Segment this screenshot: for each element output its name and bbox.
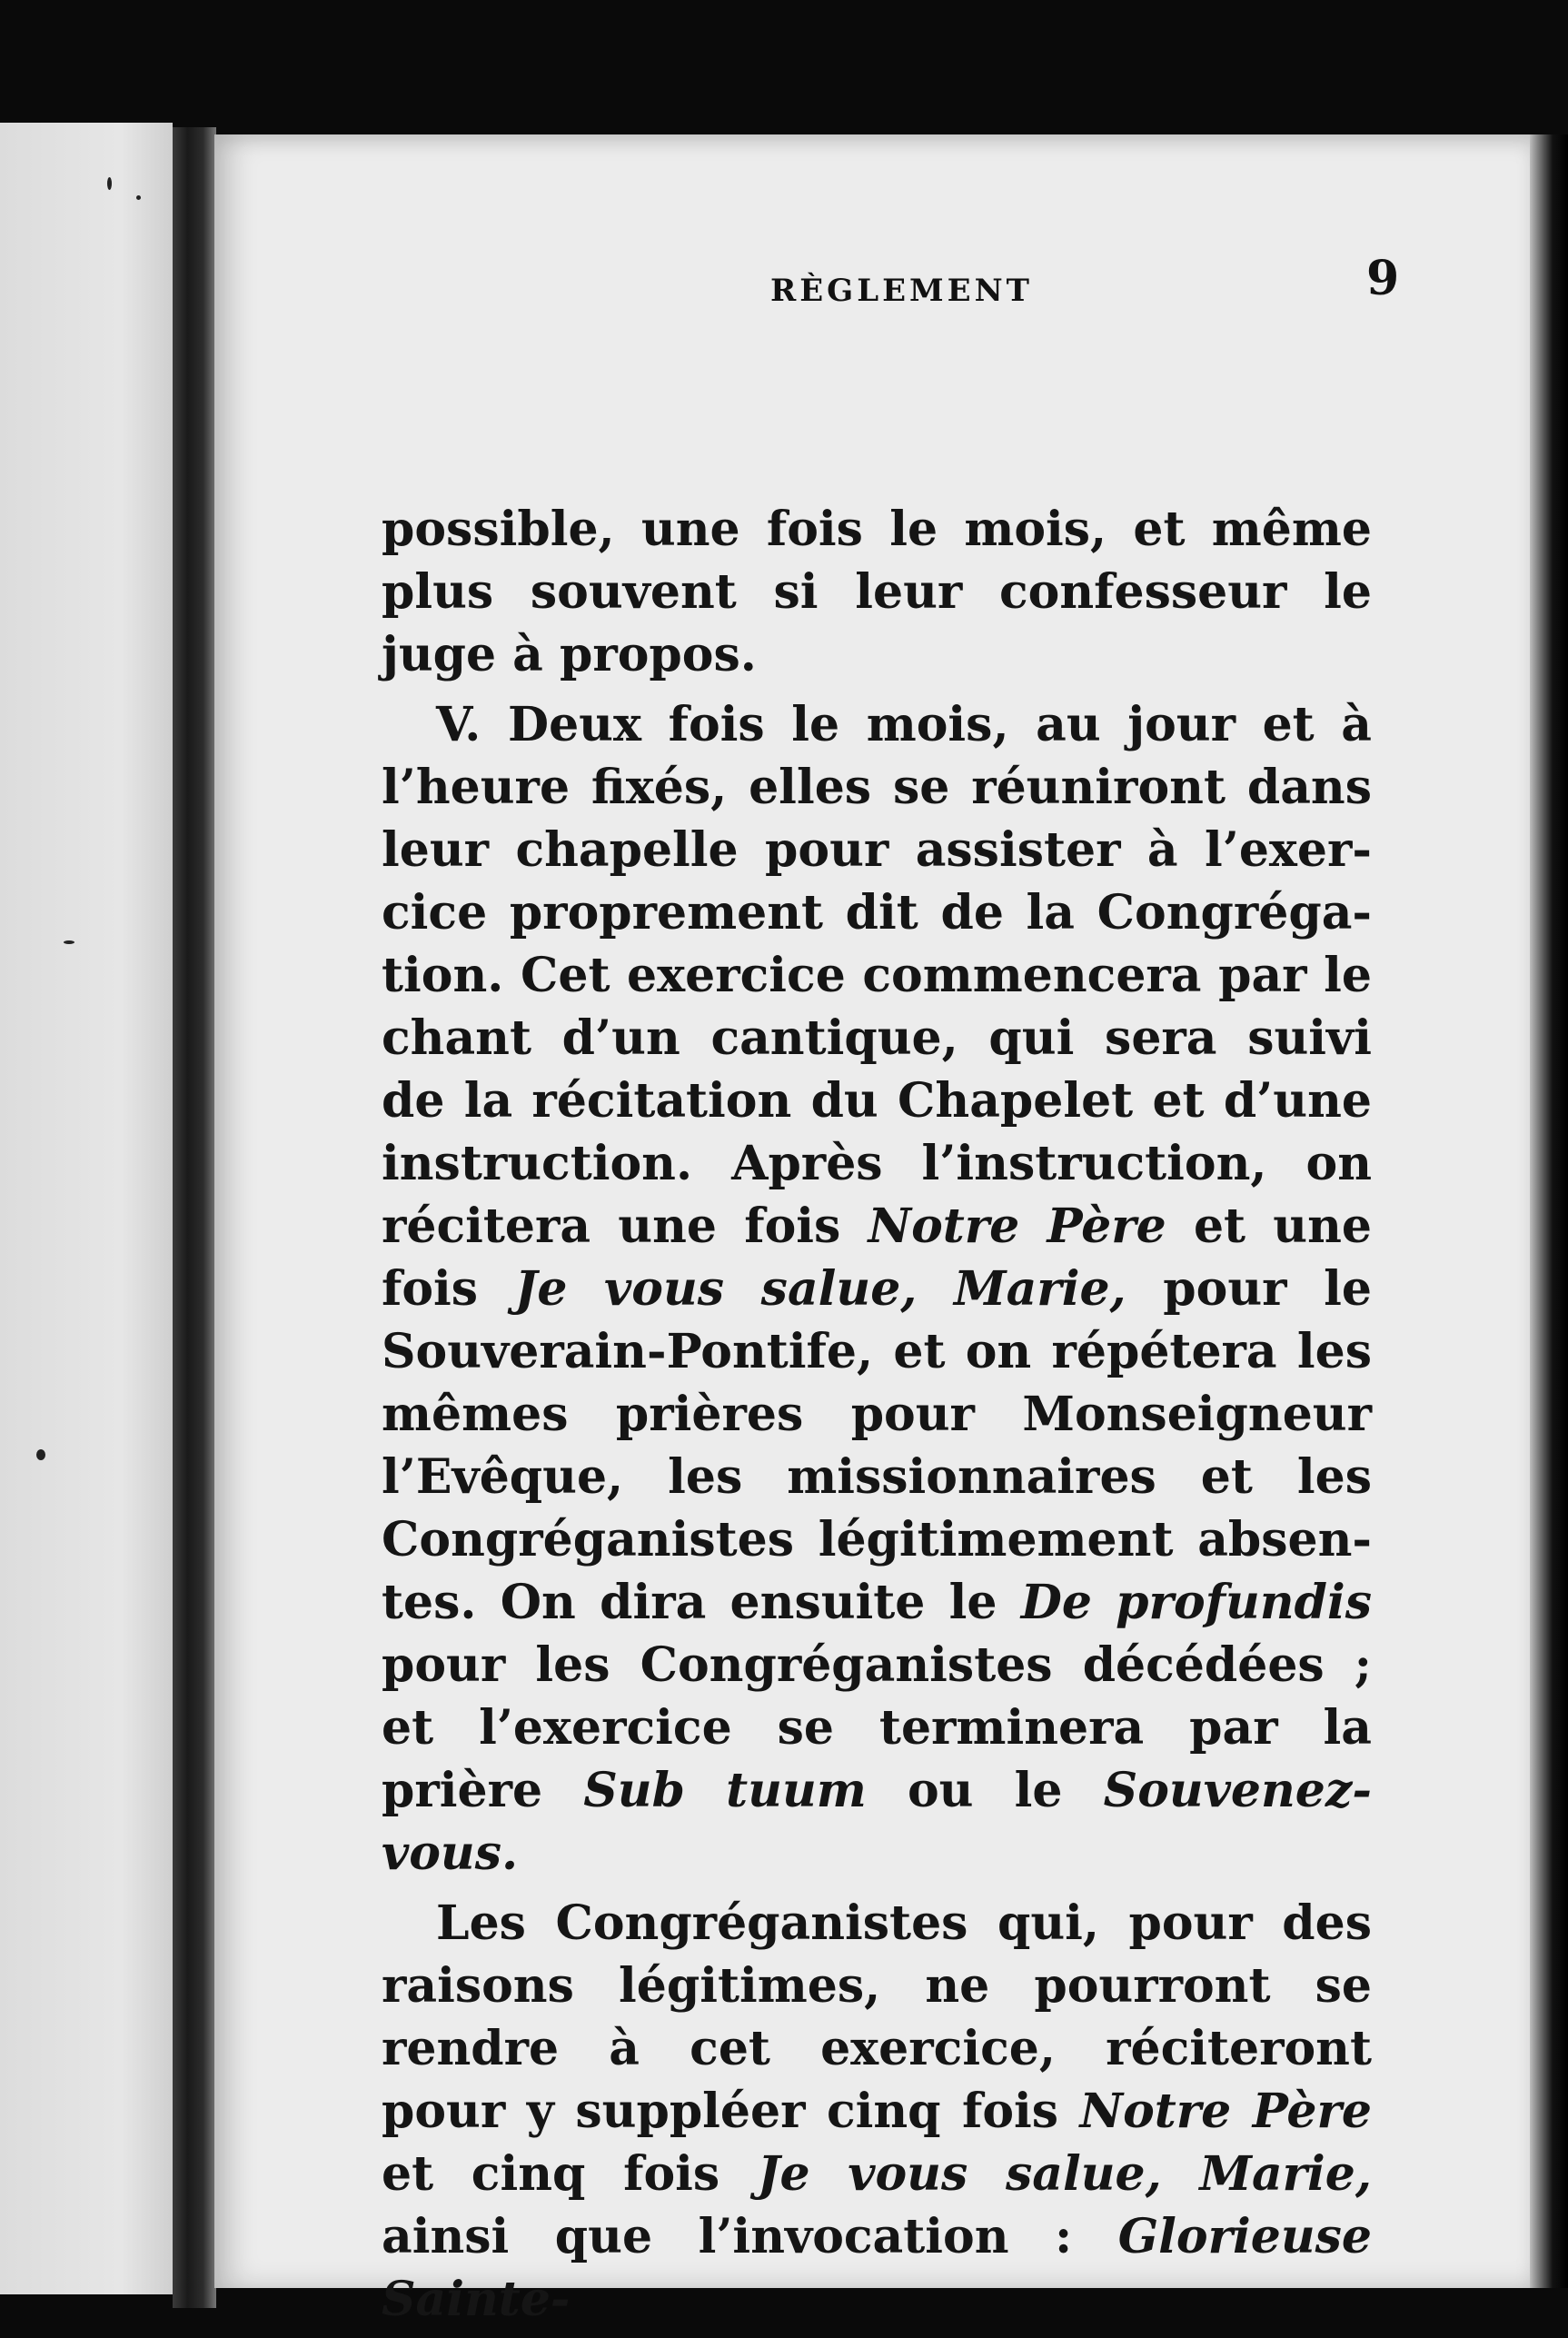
text-segment: ainsi que l’invocation : [382,2209,1118,2264]
previous-page-edge [0,123,173,2294]
text-segment: et une fois [382,1199,1372,1317]
ink-speck [136,195,141,200]
text-segment: ou le [866,1763,1104,1818]
paragraph-article-v [382,693,1372,1885]
italic-text-segment: De profundis [1020,1575,1372,1630]
italic-text-segment: Glorieuse Sainte- [382,2209,1372,2327]
text-segment: possible, une fois le mois, et même plus souvent si leur confesseur le juge à propos. [382,502,1372,682]
paragraph-absentees [382,1892,1372,2331]
ink-speck [36,1449,45,1460]
text-segment: V. Deux fois le mois, au jour et à l’heure fixés, elles se réuniront dans leur chapelle pour assister à l’exer-cice proprement dit de la Congréga-tion. Cet exercice commencera par le chant d’un cantique, qui sera suivi de la récitation du Chapelet et d’une instruction. Après l’instruction, on récitera une fois [382,697,1372,1254]
ink-speck [64,940,74,944]
text-segment: et cinq fois [382,2146,758,2202]
italic-text-segment: Souvenez-vous. [382,1763,1372,1881]
page-number: 9 [1366,251,1400,306]
book-gutter [173,127,216,2308]
text-segment: pour le Souverain-Pontife, et on répétera les mêmes prières pour Monseigneur l’Evêque, les missionnaires et les Congréganistes légitimement absen-tes. On dira ensuite le [382,1261,1373,1630]
running-head-title: RÈGLEMENT [770,273,1033,309]
text-segment: Les Congréganistes qui, pour des raisons légitimes, ne pourront se rendre à cet exercice, réciteront pour y suppléer cinq fois [382,1895,1372,2139]
italic-text-segment: Sub tuum [583,1763,867,1818]
paragraph-continuation [382,498,1372,686]
text-segment: pour les Congréganistes décédées ; et l’exercice se terminera par la prière [382,1637,1372,1818]
page-edge-right [1530,134,1568,2288]
italic-text-segment: Je vous salue, Marie, [514,1261,1126,1317]
ink-speck [107,177,112,190]
italic-text-segment: Notre Père [1079,2084,1372,2139]
page-body-text [382,498,1372,2331]
italic-text-segment: Notre Père [868,1199,1166,1254]
italic-text-segment: Je vous salue, Marie, [757,2146,1372,2202]
book-page [214,134,1530,2327]
